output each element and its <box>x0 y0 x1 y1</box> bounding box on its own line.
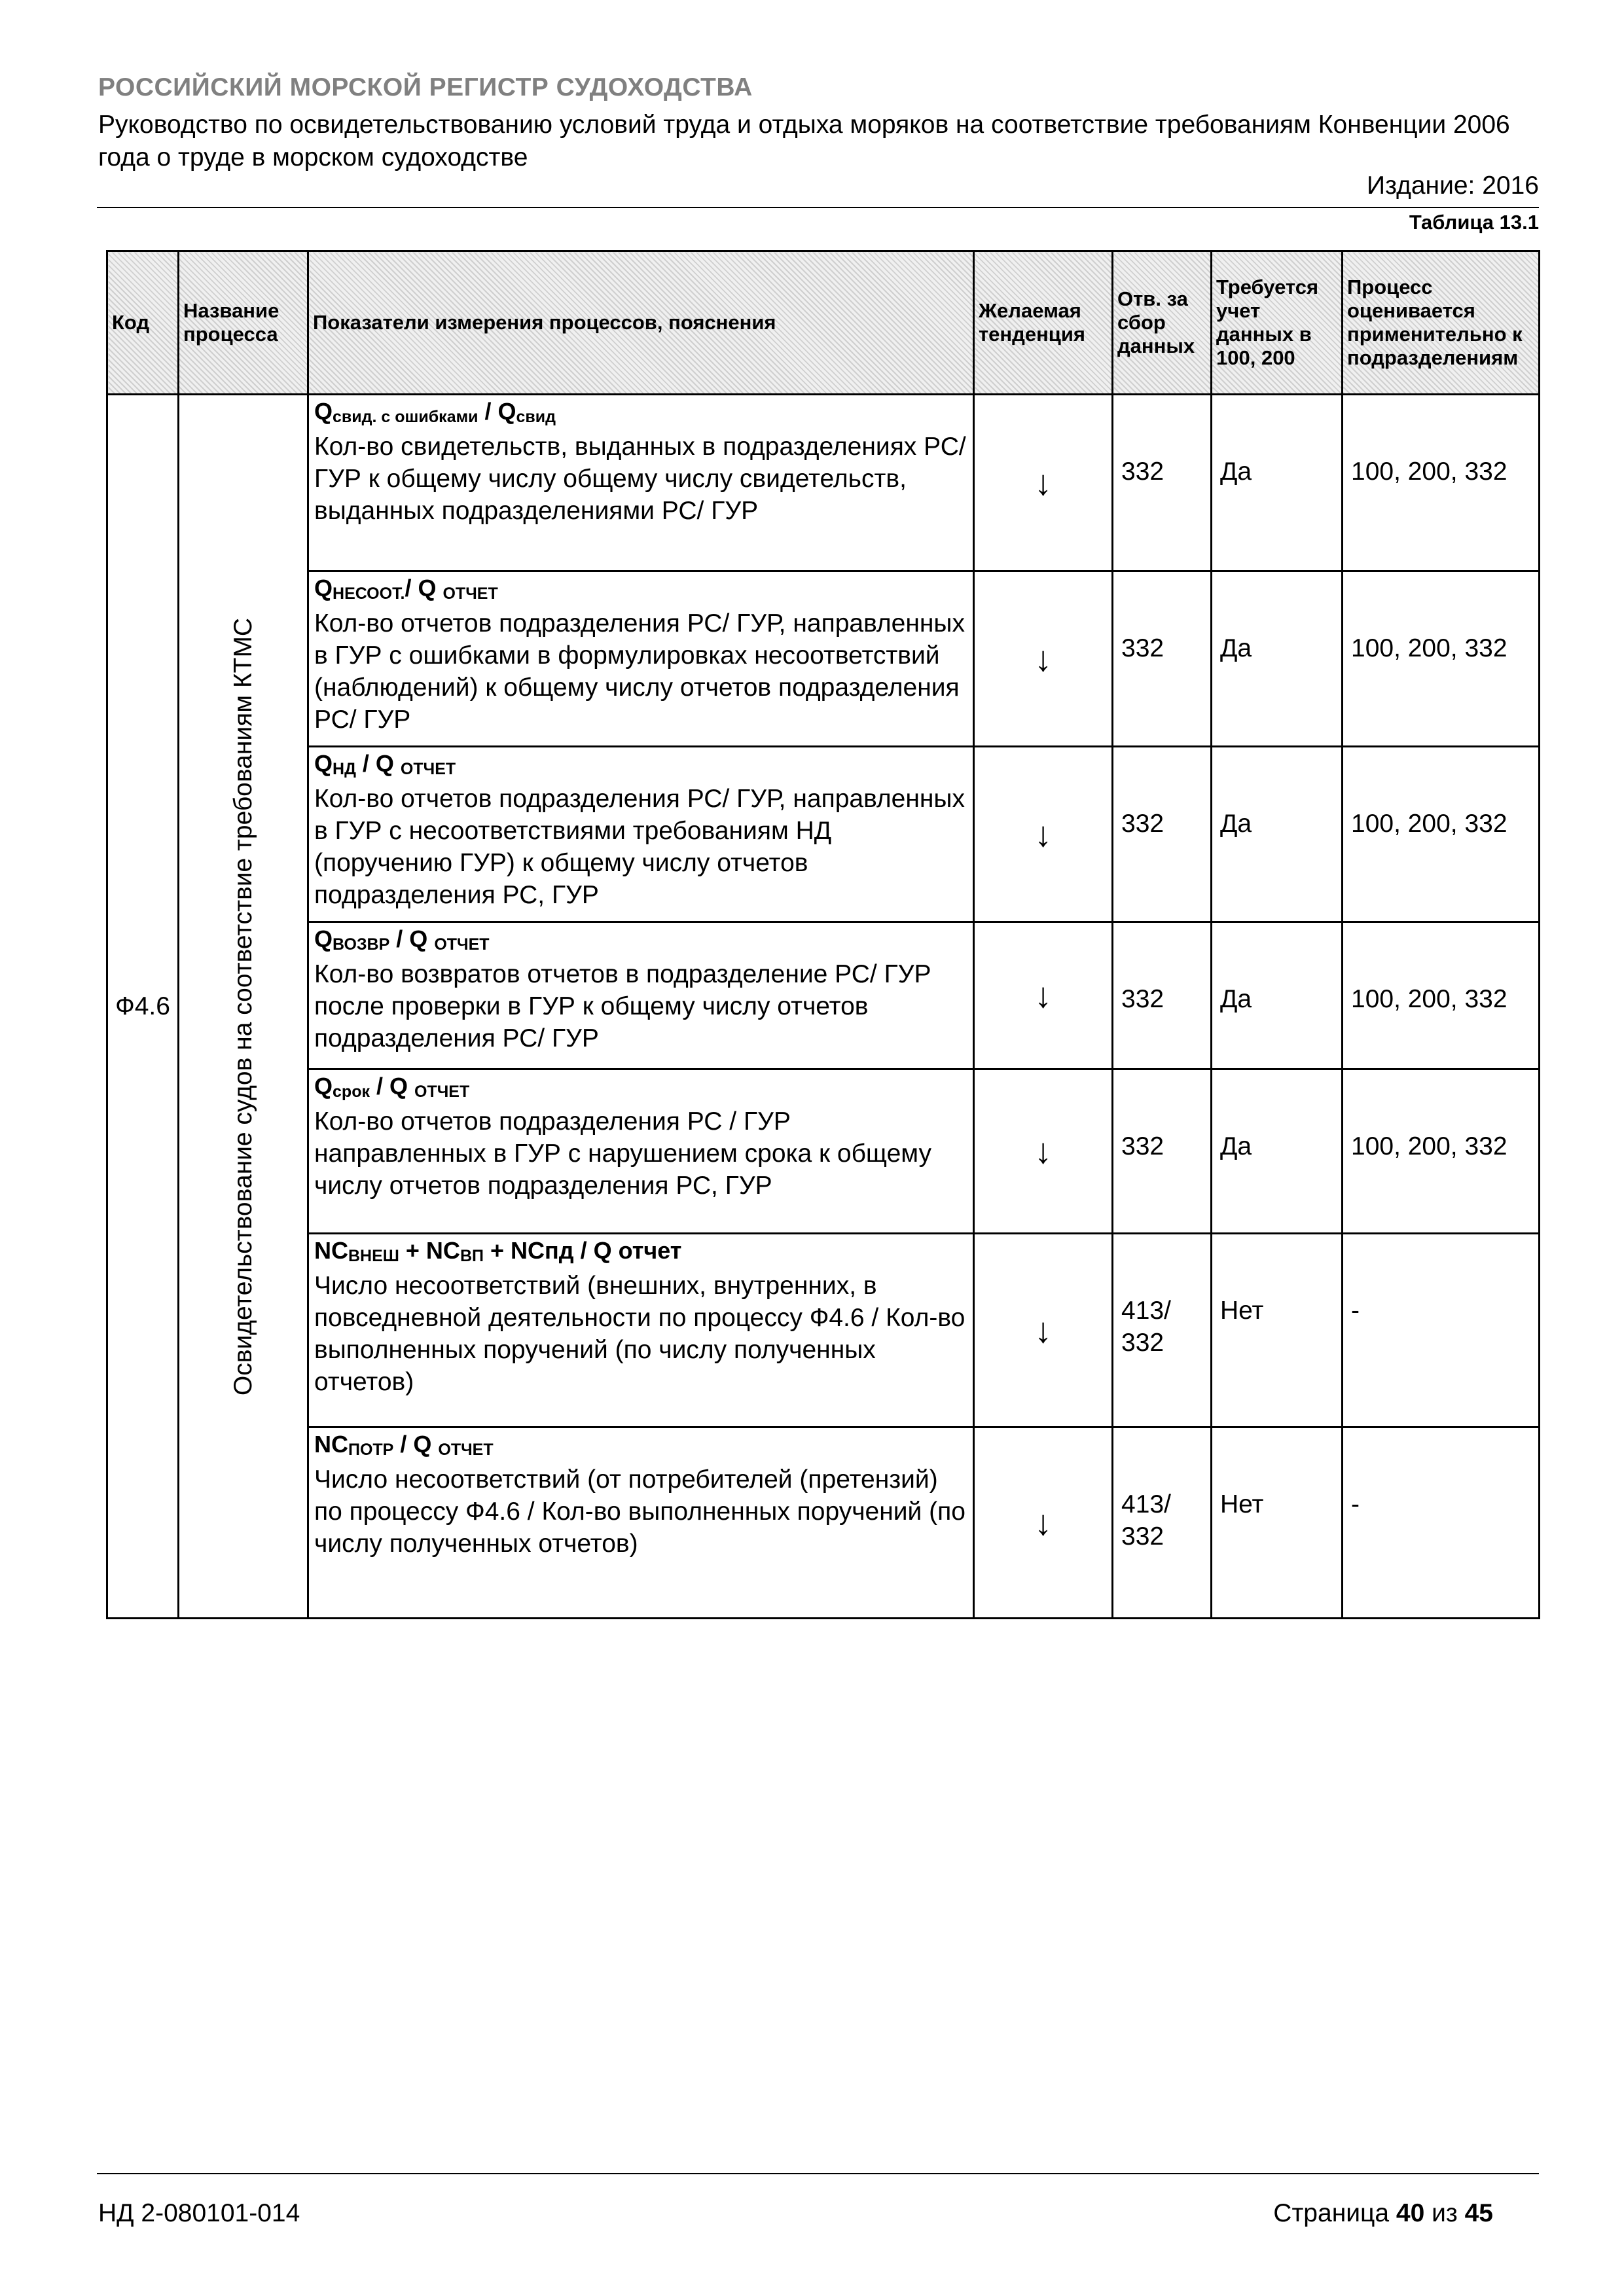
document-code: НД 2-080101-014 <box>98 2199 300 2227</box>
indicator-formula: $NC_{ВНЕШ} + NC_{ВП}$ + NCпд / Q отчет <box>314 1237 682 1265</box>
indicator-cell <box>308 571 974 747</box>
assessed-value: 100, 200, 332 <box>1343 747 1540 922</box>
col-header-assessed: Процесс оценивается применительно к подразделениям <box>1343 251 1540 395</box>
indicator-cell <box>308 922 974 1069</box>
resp-value: 332 <box>1113 922 1212 1069</box>
col-header-required: Требуется учет данных в 100, 200 <box>1212 251 1343 395</box>
indicator-description: Кол-во отчетов подразделения РС/ ГУР, направленных в ГУР с несоответствиями требованиям НД (поручению ГУР) к общему числу отчетов подразделения РС, ГУР <box>314 785 965 909</box>
indicator-cell <box>308 1069 974 1234</box>
trend-down-icon: ↓ <box>974 1069 1113 1234</box>
indicator-formula: $Q_{срок}$ / Q $_{ОТЧЕТ}$ <box>314 1073 470 1101</box>
indicator-formula: $Q_{свид. с ошибками} / Q_{свид}$ <box>314 398 556 426</box>
edition-label: Издание: 2016 <box>1367 171 1539 200</box>
required-value: Нет <box>1212 1234 1343 1427</box>
footer-divider <box>97 2173 1539 2174</box>
indicator-description: Число несоответствий (внешних, внутренних, в повседневной деятельности по процессу Ф4.6 / Кол-во выполненных поручений (по числу полученных отчетов) <box>314 1272 965 1396</box>
indicator-formula: $Q_{ВОЗВР}$ / Q $_{ОТЧЕТ}$ <box>314 925 490 954</box>
col-header-resp: Отв. за сбор данных <box>1113 251 1212 395</box>
assessed-value: 100, 200, 332 <box>1343 571 1540 747</box>
required-value: Да <box>1212 1069 1343 1234</box>
trend-down-icon: ↓ <box>974 1427 1113 1619</box>
indicator-description: Число несоответствий (от потребителей (претензий) по процессу Ф4.6 / Кол-во выполненных поручений (по числу полученных отчетов) <box>314 1465 965 1558</box>
resp-value: 332 <box>1113 395 1212 571</box>
process-table <box>106 250 1540 1619</box>
table-row <box>107 1234 1540 1427</box>
assessed-value: 100, 200, 332 <box>1343 1069 1540 1234</box>
trend-down-icon: ↓ <box>974 395 1113 571</box>
indicator-formula: $Q_{НД}$ / Q $_{ОТЧЕТ}$ <box>314 750 456 778</box>
col-header-code: Код <box>107 251 179 395</box>
table-row <box>107 395 1540 571</box>
indicator-formula: $NC_{ПОТР}$ / Q $_{ОТЧЕТ}$ <box>314 1431 494 1459</box>
required-value: Да <box>1212 922 1343 1069</box>
process-name-cell <box>179 395 308 1619</box>
required-value: Да <box>1212 747 1343 922</box>
indicator-cell <box>308 1234 974 1427</box>
table-header-row <box>107 251 1540 395</box>
trend-down-icon: ↓ <box>974 747 1113 922</box>
resp-value: 413/ 332 <box>1113 1427 1212 1619</box>
trend-down-icon: ↓ <box>974 571 1113 747</box>
resp-value: 332 <box>1113 571 1212 747</box>
table-caption: Таблица 13.1 <box>1409 211 1539 234</box>
col-header-trend: Желаемая тенденция <box>974 251 1113 395</box>
process-name: Освидетельствование судов на соответствие требованиям КТМС <box>228 617 257 1395</box>
indicator-description: Кол-во отчетов подразделения РС / ГУР направленных в ГУР с нарушением срока к общему числу отчетов подразделения РС, ГУР <box>314 1107 932 1200</box>
assessed-value: - <box>1343 1427 1540 1619</box>
indicator-formula: $Q_{НЕСООТ.}/$ Q $_{ОТЧЕТ}$ <box>314 575 498 603</box>
indicator-description: Кол-во возвратов отчетов в подразделение РС/ ГУР после проверки в ГУР к общему числу отчетов подразделения РС/ ГУР <box>314 960 931 1052</box>
trend-down-icon: ↓ <box>974 922 1113 1069</box>
table-row <box>107 1069 1540 1234</box>
resp-value: 332 <box>1113 747 1212 922</box>
indicator-cell <box>308 747 974 922</box>
assessed-value: 100, 200, 332 <box>1343 395 1540 571</box>
col-header-name: Название процесса <box>179 251 308 395</box>
resp-value: 332 <box>1113 1069 1212 1234</box>
indicator-cell <box>308 1427 974 1619</box>
organization-title: РОССИЙСКИЙ МОРСКОЙ РЕГИСТР СУДОХОДСТВА <box>98 73 753 101</box>
table-row <box>107 1427 1540 1619</box>
indicator-description: Кол-во отчетов подразделения РС/ ГУР, направленных в ГУР с ошибками в формулировках несоответствий (наблюдений) к общему числу отчетов подразделения РС/ ГУР <box>314 609 965 734</box>
document-subtitle: Руководство по освидетельствованию условий труда и отдыха моряков на соответствие требованиям Конвенции 2006 года о труде в морском судоходстве <box>98 111 1510 171</box>
required-value: Да <box>1212 395 1343 571</box>
assessed-value: - <box>1343 1234 1540 1427</box>
required-value: Нет <box>1212 1427 1343 1619</box>
table-row <box>107 922 1540 1069</box>
required-value: Да <box>1212 571 1343 747</box>
col-header-indicators: Показатели измерения процессов, пояснения <box>308 251 974 395</box>
indicator-cell <box>308 395 974 571</box>
table-row <box>107 747 1540 922</box>
header-divider <box>97 207 1539 208</box>
process-code: Ф4.6 <box>107 395 179 1619</box>
table-row <box>107 571 1540 747</box>
trend-down-icon: ↓ <box>974 1234 1113 1427</box>
indicator-description: Кол-во свидетельств, выданных в подразделениях РС/ ГУР к общему числу общему числу свидетельств, выданных подразделениями РС/ ГУР <box>314 433 966 525</box>
assessed-value: 100, 200, 332 <box>1343 922 1540 1069</box>
page-number: Страница 40 из 45 <box>1273 2199 1493 2227</box>
resp-value: 413/ 332 <box>1113 1234 1212 1427</box>
